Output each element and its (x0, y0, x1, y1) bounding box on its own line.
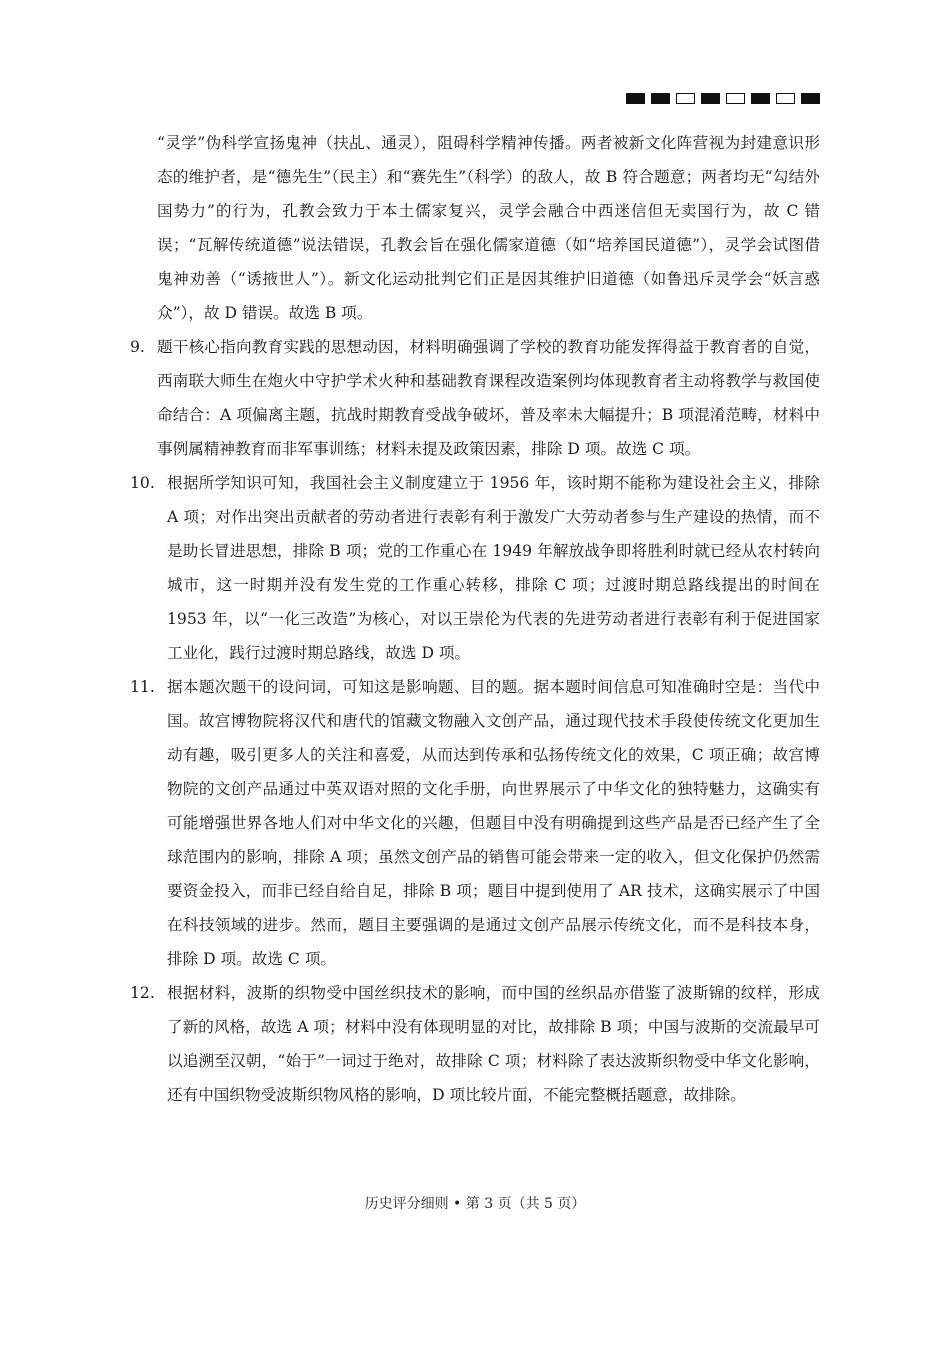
item-text: 据本题次题干的设问词，可知这是影响题、目的题。据本题时间信息可知准确时空是：当代中国。故宫博物院将汉代和唐代的馆藏文物融入文创产品，通过现代技术手段使传统文化更加生动有趣，吸引更多人的关注和喜爱，从而达到传承和弘扬传统文化的效果，C 项正确；故宫博物院的文创产品通过中英双语对照的文化手册，向世界展示了中华文化的独特魅力，这确实有可能增强世界各地人们对中华文化的兴趣，但题目中没有明确提到这些产品是否已经产生了全球范围内的影响，排除 A 项；虽然文创产品的销售可能会带来一定的收入，但文化保护仍然需要资金投入，而非已经自给自足，排除 B 项；题目中提到使用了 AR 技术，这确实展示了中国在科技领域的进步。然而，题目主要强调的是通过文创产品展示传统文化，而不是科技本身，排除 D 项。故选 C 项。 (167, 678, 820, 968)
header-mark-5 (726, 93, 745, 104)
answer-item-9 (130, 330, 820, 466)
item-text: 根据所学知识可知，我国社会主义制度建立于 1956 年，该时期不能称为建设社会主义，排除 A 项；对作出突出贡献者的劳动者进行表彰有利于激发广大劳动者参与生产建设的热情，而不是助长冒进思想，排除 B 项；党的工作重心在 1949 年解放战争即将胜利时就已经从农村转向城市，这一时期并没有发生党的工作重心转移，排除 C 项；过渡时期总路线提出的时间在 1953 年，以“一化三改造”为核心，对以王崇伦为代表的先进劳动者进行表彰有利于促进国家工业化，践行过渡时期总路线，故选 D 项。 (167, 474, 820, 662)
answer-item-11 (130, 670, 820, 976)
header-mark-8 (801, 93, 820, 104)
answer-item-12 (130, 976, 820, 1112)
item-text: 题干核心指向教育实践的思想动因，材料明确强调了学校的教育功能发挥得益于教育者的自觉，西南联大师生在炮火中守护学术火种和基础教育课程改造案例均体现教育者主动将教学与救国使命结合：A 项偏离主题，抗战时期教育受战争破坏，普及率未大幅提升；B 项混淆范畴，材料中事例属精神教育而非军事训练；材料未提及政策因素，排除 D 项。故选 C 项。 (157, 338, 820, 458)
intro-paragraph: “灵学”伪科学宣扬鬼神（扶乩、通灵），阻碍科学精神传播。两者被新文化阵营视为封建意识形态的维护者，是“德先生”（民主）和“赛先生”（科学）的敌人，故 B 符合题意；两者均无“勾结外国势力”的行为，孔教会致力于本土儒家复兴，灵学会融合中西迷信但无卖国行为，故 C 错误；“瓦解传统道德”说法错误，孔教会旨在强化儒家道德（如“培养国民道德”），灵学会试图借鬼神劝善（“诱掖世人”）。新文化运动批判它们正是因其维护旧道德（如鲁迅斥灵学会“妖言惑众”），故 D 错误。故选 B 项。 (157, 134, 820, 322)
header-marks (626, 93, 820, 104)
item-number: 9. (130, 338, 145, 356)
page-footer: 历史评分细则 • 第 3 页（共 5 页） (364, 1196, 586, 1212)
answer-item-10 (130, 466, 820, 670)
header-mark-4 (701, 93, 720, 104)
header-mark-3 (676, 93, 695, 104)
header-mark-6 (751, 93, 770, 104)
header-mark-2 (651, 93, 670, 104)
item-number: 11. (130, 678, 155, 696)
item-number: 10. (130, 474, 155, 492)
item-number: 12. (130, 984, 155, 1002)
header-mark-7 (776, 93, 795, 104)
item-text: 根据材料，波斯的织物受中国丝织技术的影响，而中国的丝织品亦借鉴了波斯锦的纹样，形成了新的风格，故选 A 项；材料中没有体现明显的对比，故排除 B 项；中国与波斯的交流最早可以追溯至汉朝，“始于”一词过于绝对，故排除 C 项；材料除了表达波斯织物受中华文化影响，还有中国织物受波斯织物风格的影响，D 项比较片面，不能完整概括题意，故排除。 (167, 984, 820, 1104)
answer-content (130, 126, 820, 1112)
header-mark-1 (626, 93, 645, 104)
